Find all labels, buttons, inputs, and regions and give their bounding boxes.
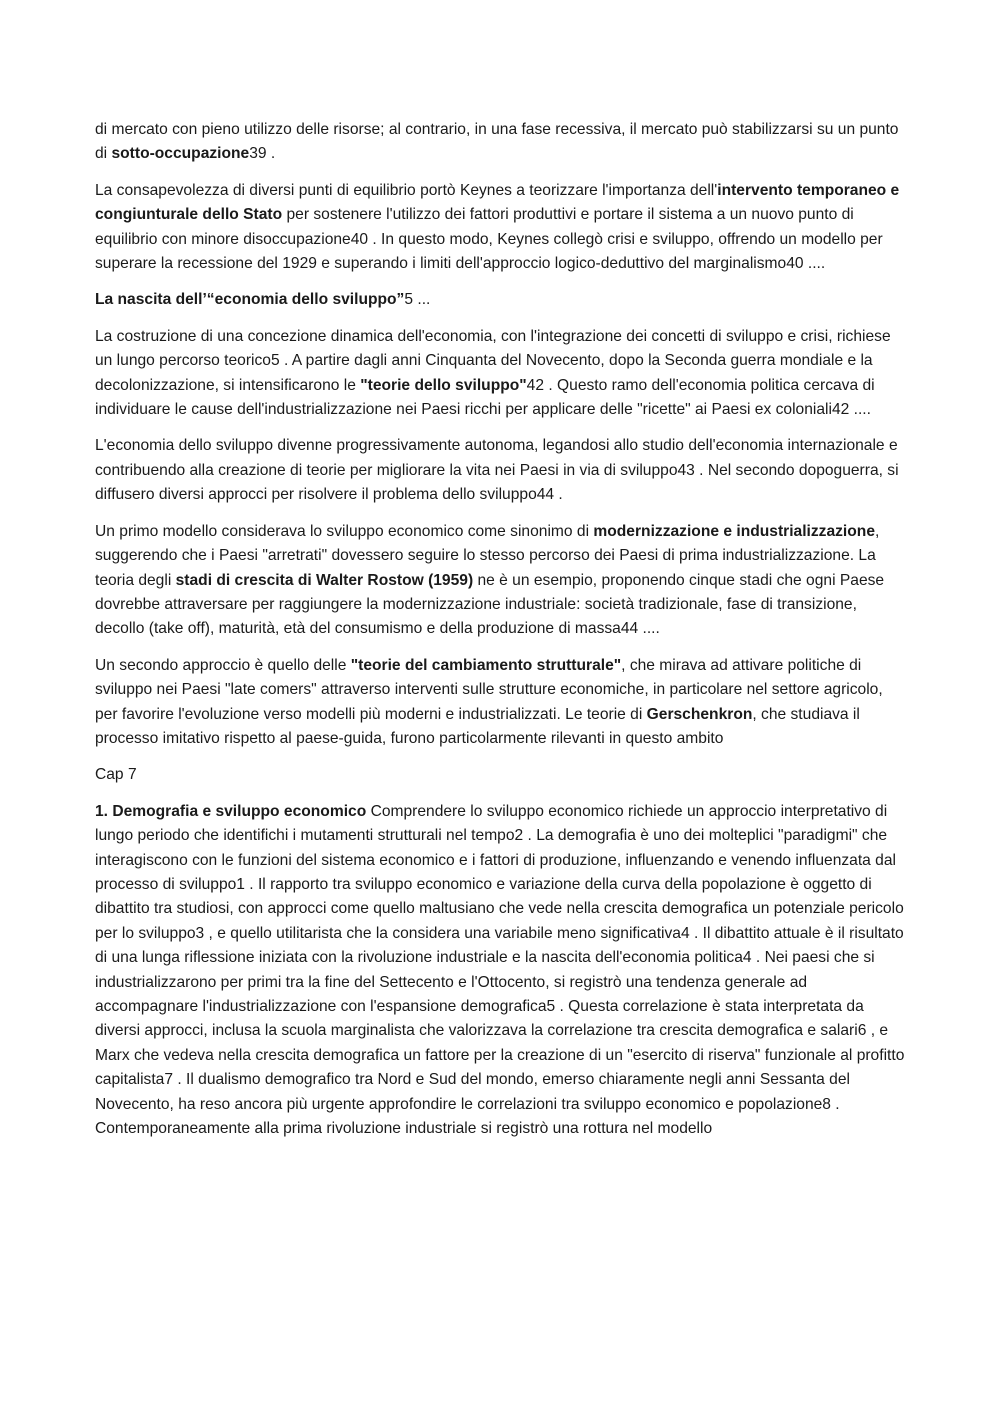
paragraph-text: Un primo modello considerava lo sviluppo economico come sinonimo di <box>95 522 594 540</box>
heading-text: La nascita dell’“economia dello sviluppo” <box>95 291 405 309</box>
paragraph-text: La costruzione di una concezione dinamica dell'economia, con l'integrazione dei concetti di sviluppo e crisi, richiese un lungo percorso teorico5 . A partire dagli anni Cinquanta del Novecento, dopo la Seconda guerra mondiale e la decolonizzazione, si intensificarono le <box>95 327 891 394</box>
bold-term: 1. Demografia e sviluppo economico <box>95 802 367 820</box>
paragraph-text: di mercato con pieno utilizzo delle risorse; al contrario, in una fase recessiva, il mercato può stabilizzarsi su un punto di <box>95 121 899 163</box>
paragraph-modernization <box>95 520 907 642</box>
paragraph-text: ne è un esempio, proponendo cinque stadi che ogni Paese dovrebbe attraversare per raggiungere la modernizzazione industriale: società tradizionale, fase di transizione, decollo (take off), maturità, età del consumismo e della produzione di massa44 .... <box>95 571 885 638</box>
paragraph-keynes <box>95 179 907 277</box>
bold-term: Gerschenkron <box>646 705 753 723</box>
bold-term: sotto-occupazione <box>111 145 250 163</box>
paragraph-demography <box>95 800 907 1142</box>
paragraph-text: , che studiava il processo imitativo rispetto al paese-guida, furono particolarmente rilevanti in questo ambito <box>95 705 860 747</box>
paragraph-text: per sostenere l'utilizzo dei fattori produttivi e portare il sistema a un nuovo punto di equilibrio con minore disoccupazione40 . In questo modo, Keynes collegò crisi e sviluppo, offrendo un modello per superare la recessione del 1929 e superando i limiti dell'approccio logico-deduttivo del marginalismo40 .... <box>95 206 883 273</box>
paragraph-text: , suggerendo che i Paesi "arretrati" dovessero seguire lo stesso percorso dei Paesi di prima industrializzazione. La teoria degli <box>95 522 880 589</box>
paragraph-development-theories <box>95 325 907 423</box>
paragraph-text: Un secondo approccio è quello delle <box>95 656 351 674</box>
paragraph-text: 42 . Questo ramo dell'economia politica cercava di individuare le cause dell'industrializzazione nei Paesi ricchi per applicare delle "ricette" ai Paesi ex coloniali42 .... <box>95 376 875 419</box>
paragraph-market-equilibrium <box>95 118 907 167</box>
bold-term: "teorie dello sviluppo" <box>360 376 527 394</box>
bold-term: modernizzazione e industrializzazione <box>593 522 875 540</box>
paragraph-text: , che mirava ad attivare politiche di sviluppo nei Paesi "late comers" attraverso interventi sulle strutture economiche, in particolare nel settore agricolo, per favorire l'evoluzione verso modelli più moderni e industrializzati. Le teorie di <box>95 656 883 723</box>
heading-reference: 5 ... <box>404 291 431 309</box>
paragraph-development-economics <box>95 434 907 507</box>
paragraph-text: Comprendere lo sviluppo economico richiede un approccio interpretativo di lungo periodo che identifichi i mutamenti strutturali nel tempo2 . La demografia è uno dei molteplici "paradigmi" che interagiscono con le funzioni del sistema economico e i fattori di produzione, influenzando e venendo influenzata dal processo di sviluppo1 . Il rapporto tra sviluppo economico e variazione della curva della popolazione è oggetto di dibattito tra studiosi, con approcci come quello maltusiano che vede nella crescita demografica un potenziale pericolo per lo sviluppo3 , e quello utilitarista che la considera una variabile meno significativa4 . Il dibattito attuale è il risultato di una lunga riflessione iniziata con la rivoluzione industriale e la nascita dell'economia politica4 . Nei paesi che si industrializzarono per primi tra la fine del Settecento e l'Ottocento, si registrò una tendenza generale ad accompagnare l'industrializzazione con l'espansione demografica5 . Questa correlazione è stata interpretata da diversi approcci, inclusa la scuola marginalista che valorizzava la correlazione tra crescita demografica e salari6 , e Marx che vedeva nella crescita demografica un fattore per la creazione di un "esercito di riserva" funzionale al profitto capitalista7 . Il dualismo demografico tra Nord e Sud del mondo, emerso chiaramente negli anni Sessanta del Novecento, ha reso ancora più urgente approfondire le correlazioni tra sviluppo economico e popolazione8 . Contemporaneamente alla prima rivoluzione industriale si registrò una rottura nel modello <box>95 802 905 1138</box>
bold-term: stadi di crescita di Walter Rostow (1959) <box>175 571 474 589</box>
section-heading <box>95 288 907 312</box>
paragraph-structural-change <box>95 654 907 752</box>
bold-term: intervento temporaneo e congiunturale dello Stato <box>95 181 900 224</box>
chapter-label: Cap 7 <box>95 766 137 784</box>
paragraph-text: 39 . <box>249 145 276 163</box>
paragraph-text: L'economia dello sviluppo divenne progressivamente autonoma, legandosi allo studio dell'economia internazionale e contribuendo alla creazione di teorie per migliorare la vita nei Paesi in via di sviluppo43 . Nel secondo dopoguerra, si diffusero diversi approcci per risolvere il problema dello sviluppo44 . <box>95 437 899 504</box>
bold-term: "teorie del cambiamento strutturale" <box>350 656 622 674</box>
document-page <box>95 118 907 1153</box>
paragraph-text: La consapevolezza di diversi punti di equilibrio portò Keynes a teorizzare l'importanza dell' <box>95 181 718 199</box>
